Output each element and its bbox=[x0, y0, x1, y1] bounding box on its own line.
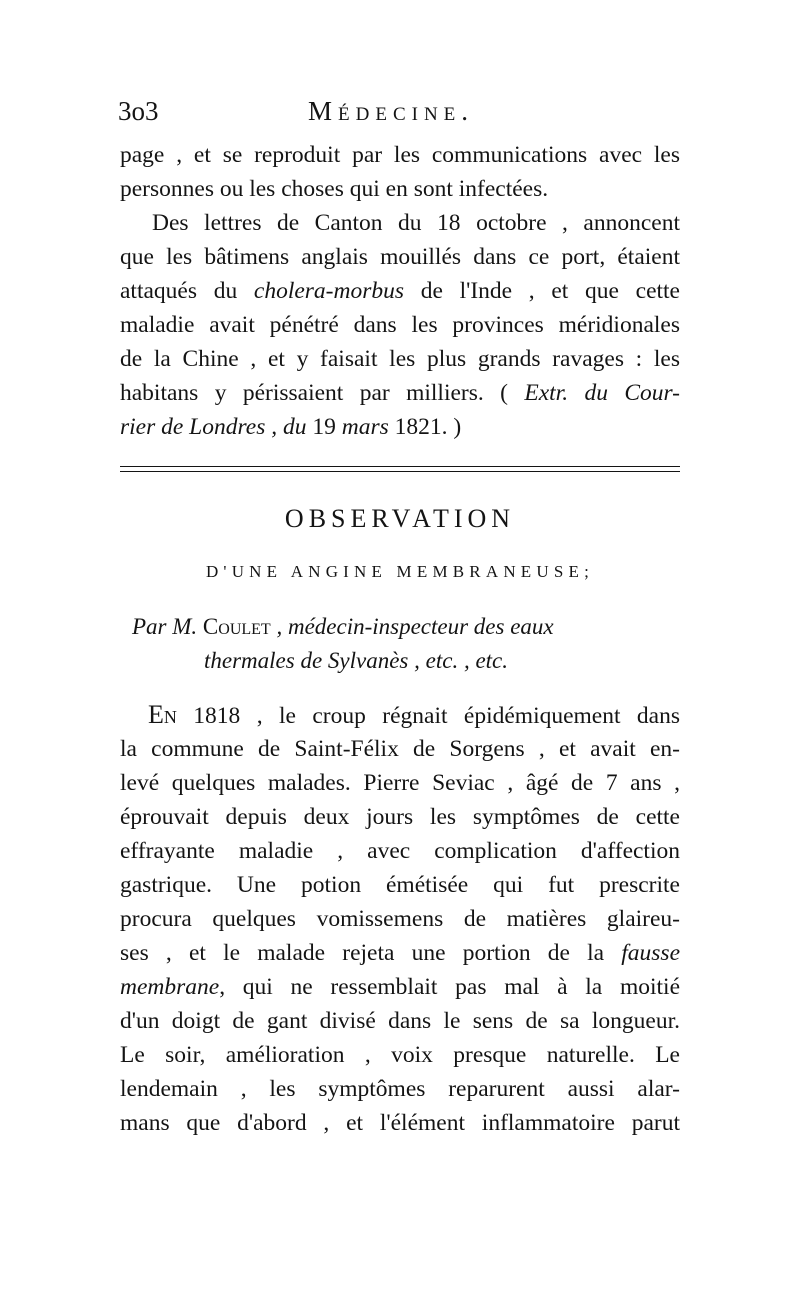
page-header bbox=[118, 96, 678, 132]
text-line bbox=[120, 274, 680, 308]
text-span: habitans y périssaient par milliers. ( bbox=[120, 380, 525, 406]
author-byline bbox=[132, 614, 692, 640]
article-subtitle: D'UNE ANGINE MEMBRANEUSE; bbox=[205, 562, 595, 581]
text-line: effrayante maladie , avec complication d'affection bbox=[120, 838, 680, 864]
text-span: , qui ne ressemblait pas mal à la moitié bbox=[219, 974, 680, 1000]
text-line: que les bâtimens anglais mouillés dans ce port, étaient bbox=[120, 244, 680, 270]
italic-term: cholera-morbus bbox=[253, 278, 405, 304]
text-line: lendemain , les symptômes reparurent aussi alar- bbox=[120, 1076, 680, 1102]
text-span: 1818 , le croup régnait épidémiquement dans bbox=[176, 703, 680, 729]
text-line bbox=[120, 970, 680, 1004]
text-line: éprouvait depuis deux jours les symptômes de cette bbox=[120, 804, 680, 830]
author-name: Coulet bbox=[202, 614, 271, 639]
text-line: Le soir, amélioration , voix presque naturelle. Le bbox=[120, 1042, 680, 1068]
text-line bbox=[120, 376, 680, 410]
text-line bbox=[120, 410, 680, 444]
text-line: procura quelques vomissemens de matières glaireu- bbox=[120, 906, 680, 932]
byline-par: Par M. bbox=[132, 614, 198, 639]
source-citation: mars bbox=[335, 414, 395, 440]
text-line bbox=[120, 698, 680, 733]
text-span: ses , et le malade rejeta une portion de la bbox=[120, 940, 622, 966]
text-line: maladie avait pénétré dans les provinces méridionales bbox=[120, 312, 680, 338]
text-line: personnes ou les choses qui en sont infectées. bbox=[120, 176, 549, 202]
page-number: 3o3 bbox=[118, 96, 159, 126]
section-divider-bottom bbox=[120, 471, 680, 472]
author-byline-cont: thermales de Sylvanès , etc. , etc. bbox=[204, 648, 508, 673]
source-citation: rier de Londres , du bbox=[120, 414, 313, 440]
text-line: mans que d'abord , et l'élément inflammatoire parut bbox=[120, 1110, 680, 1136]
text-span: 1821. ) bbox=[394, 414, 462, 440]
text-line: levé quelques malades. Pierre Seviac , âgé de 7 ans , bbox=[120, 770, 680, 796]
text-line: gastrique. Une potion émétisée qui fut prescrite bbox=[120, 872, 680, 898]
italic-term: membrane bbox=[120, 974, 220, 1000]
text-line: page , et se reproduit par les communications avec les bbox=[120, 142, 680, 168]
text-line: Des lettres de Canton du 18 octobre , annoncent bbox=[152, 210, 680, 236]
text-line: la commune de Saint-Félix de Sorgens , et avait en- bbox=[120, 736, 680, 762]
opening-word: En bbox=[148, 700, 177, 729]
text-line bbox=[120, 936, 680, 970]
italic-term: fausse bbox=[621, 940, 680, 966]
text-line: d'un doigt de gant divisé dans le sens de sa longueur. bbox=[120, 1008, 680, 1034]
text-line: de la Chine , et y faisait les plus grands ravages : les bbox=[120, 346, 680, 372]
text-span: de l'Inde , et que cette bbox=[404, 278, 680, 304]
text-span: attaqués du bbox=[120, 278, 254, 304]
byline-role: , médecin-inspecteur des eaux bbox=[276, 614, 554, 639]
text-span: 19 bbox=[312, 414, 336, 440]
source-citation: Extr. du Cour- bbox=[524, 380, 681, 406]
section-divider-top bbox=[120, 466, 680, 467]
running-title: Médecine. bbox=[308, 96, 475, 126]
article-title: OBSERVATION bbox=[284, 504, 516, 533]
